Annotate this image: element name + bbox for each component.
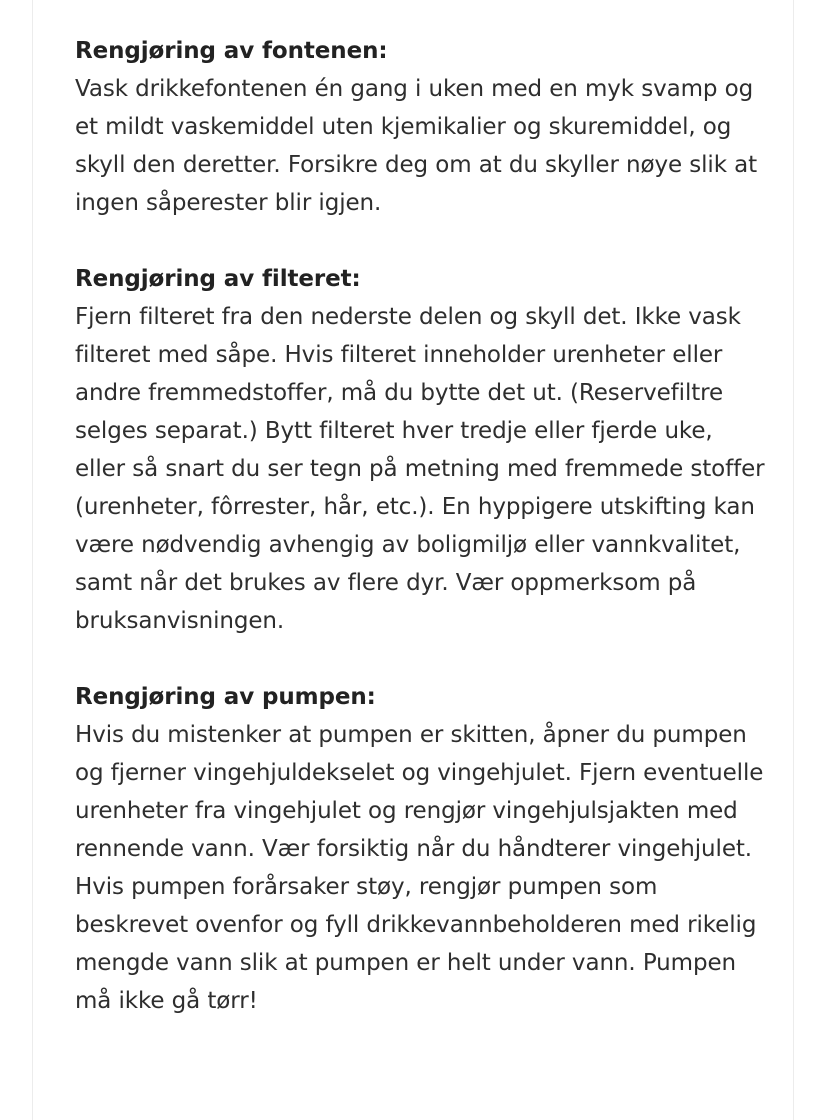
section-heading: Rengjøring av filteret:	[75, 266, 361, 292]
section-fountain-cleaning	[75, 32, 765, 222]
section-text: Hvis du mistenker at pumpen er skitten, åpner du pumpen og fjerner vingehjuldekselet og vingehjulet. Fjern eventuelle urenheter fra vingehjulet og rengjør vingehjulsjakten med rennende vann. Vær forsiktig når du håndterer vingehjulet. Hvis pumpen forårsaker støy, rengjør pumpen som beskrevet ovenfor og fyll drikkevannbeholderen med rikelig mengde vann slik at pumpen er helt under vann. Pumpen må ikke gå tørr!	[75, 722, 764, 1014]
section-text: Vask drikkefontenen én gang i uken med en myk svamp og et mildt vaskemiddel uten kjemikalier og skuremiddel, og skyll den deretter. Forsikre deg om at du skyller nøye slik at ingen såperester blir igjen.	[75, 76, 758, 216]
section-filter-cleaning	[75, 260, 765, 640]
section-heading: Rengjøring av pumpen:	[75, 684, 376, 710]
section-heading: Rengjøring av fontenen:	[75, 38, 388, 64]
care-instructions	[75, 32, 765, 1058]
section-text: Fjern filteret fra den nederste delen og skyll det. Ikke vask filteret med såpe. Hvis filteret inneholder urenheter eller andre fremmedstoffer, må du bytte det ut. (Reservefiltre selges separat.) Bytt filteret hver tredje eller fjerde uke, eller så snart du ser tegn på metning med fremmede stoffer (urenheter, fôrrester, hår, etc.). En hyppigere utskifting kan være nødvendig avhengig av boligmiljø eller vannkvalitet, samt når det brukes av flere dyr. Vær oppmerksom på bruksanvisningen.	[75, 304, 765, 634]
section-pump-cleaning	[75, 678, 765, 1020]
